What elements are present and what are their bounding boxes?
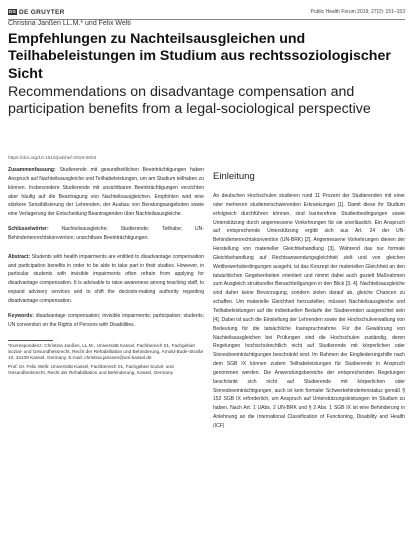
footnote-coauthor: Prof. Dr. Felix Welti: Universität Kassel, Fachbereich 01, Fachgebiet Sozial- und Gesundheitsrecht, Recht der Rehabilitation und Behinderung, Kassel, Germany [8,363,174,376]
abstract: Abstract: Students with health impairments are entitled to disadvantage compensation and participation benefits in order to be able to take part in their studies. However, in particular students with invisible impairments often refrain from applying for disadvantage compensation. It is advisable to raise awareness among teaching staff, to expand advisory services and to shift the decision-making authority regarding disadvantage compensation. [8,253,204,304]
zusammenfassung-label: Zusammenfassung: [8,167,56,173]
publisher-logo-text: DE GRUYTER [19,8,65,16]
title-german: Empfehlungen zu Nachteilsausgleichen und Teilhabeleistungen im Studium aus rechtssoziologischer Sicht [8,31,391,82]
schluesselwoerter-label: Schlüsselwörter: [8,226,49,233]
left-column [8,166,204,377]
keywords: Keywords: disadvantage compensation; invisible impairments; participation; students; UN convention on the Rights of Persons with Disabilities. [8,312,204,328]
footnote-rule [8,340,53,341]
doi-link[interactable]: https://doi.org/10.1515/pubhef-2019-0004 [8,156,97,161]
zusammenfassung: Zusammenfassung: Studierende mit gesundheitlichen Beeinträchtigungen haben Anspruch auf Nachteilsausgleiche und Teilhabeleistungen, um am Studium teilhaben zu können. Insbesondere Studierende mit unsichtbaren Beeinträchtigungen verzichten aber häufig auf die Beantragung von Nachteilsausgleichen. Empfohlen wird eine stärkere Sensibilisierung der Lehrenden, der Ausbau von Beratungsangeboten sowie eine Verlagerung der Entscheidung Beantragenden über Nachteilsausgleiche. [8,167,204,218]
publisher-logo[interactable] [8,9,65,16]
footnote-correspondence: *Korrespondenz: Christina Janßen, LL.M., Universität Kassel, Fachbereich 01, Fachgebiet Sozial- und Gesundheitsrecht, Recht der Rehabilitation und Behinderung, Arnold-Bode-Straße 10, 34109 Kassel, Germany, E-mail: christina.janssen@uni-kassel.de [8,342,204,361]
einleitung-body: An deutschen Hochschulen studieren rund 11 Prozent der Studierenden mit einer oder mehreren studienerschwerenden Erkrankungen [1]. Damit diese ihr Studium erfolgreich durchführen können, sind barrierefreie Studienbedingungen sowie Unterstützung durch angemessene Vorkehrungen für sie unerlässlich. Ein Anspruch auf entsprechende Unterstützung ergibt sich aus Art. 24 der UN-Behindertenrechtskonvention (UN-BRK) [2]. Angemessene Vorkehrungen dienen der Herstellung von materieller Gleichbehandlung [3]. Während das nur formale Gleichbehandlung auf Rechtsanwendungsgleichheit zielt und von gleichen Wettbewerbsbedingungen ausgeht, ist das Konzept der materiellen Gleichheit an den tatsächlichen Gegebenheiten orientiert und nimmt dabei auch gezielt Maßnahmen zum Ausgleich struktureller Benachteiligungen in den Blick [3, 4]. Nachteilsausgleiche sind daher keine Bevorzugung, sondern zielen darauf ab, gleiche Chancen zu schaffen. Um materielle Gleichheit herzustellen, müssen Nachteilsausgleiche und Teilhabeleistungen auf die individuellen Bedarfe der Studierenden ausgerichtet sein [4]. Dabei ist auch die Einstellung der Lehrenden sowie der Hochschulverwaltung von Bedeutung für die tatsächliche Inanspruchnahme. Für die Gewährung von Nachteilsausgleichen bei Prüfungen sind die Hochschulen zuständig, deren Regelungen hochschulrechtlich nicht auf Studierende mit körperlichen oder Sinnesbeeinträchtigungen beschränkt sind. Im Rahmen der Eingliederungshilfe nach dem SGB IX können zudem Teilhabeleistungen für Studierende in Anspruch genommen werden. Die Anwendungsbereiche der entsprechenden Regelungen beschränkt sich nicht auf Studierende mit körperlichen oder Sinnesbeeinträchtigungen, auch ist kein formaler Schwerbehindertenstatus gemäß § 152 SGB IX erforderlich, um Anspruch auf Unterstützungsleistungen im Studium zu haben. Nach Art. 1 UAbs. 2 UN-BRK und § 2 Abs. 1 SGB IX ist eine Behinderung in Anlehnung an die International Classification of Functioning, Disability and Health (ICF) [213,193,405,429]
page-header [8,6,405,18]
abstract-label: Abstract: [8,253,31,260]
title-english: Recommendations on disadvantage compensation and participation benefits from a legal-sociological perspective [8,84,371,118]
right-column [213,166,405,431]
schluesselwoerter: Schlüsselwörter: Nachteilsausgleiche; Studierende; Teilhabe; UN-Behindertenrechtskonvention; unsichtbare Beeinträchtigungen. [8,226,204,241]
publisher-logo-mark: DG [8,9,17,14]
authors: Christina Janßen LL.M.* und Felix Welti [8,20,131,27]
keywords-label: Keywords: [8,312,34,319]
running-head: Public Health Forum 2019; 27(2): 151–153 [310,9,405,15]
section-heading-einleitung: Einleitung [213,171,255,182]
